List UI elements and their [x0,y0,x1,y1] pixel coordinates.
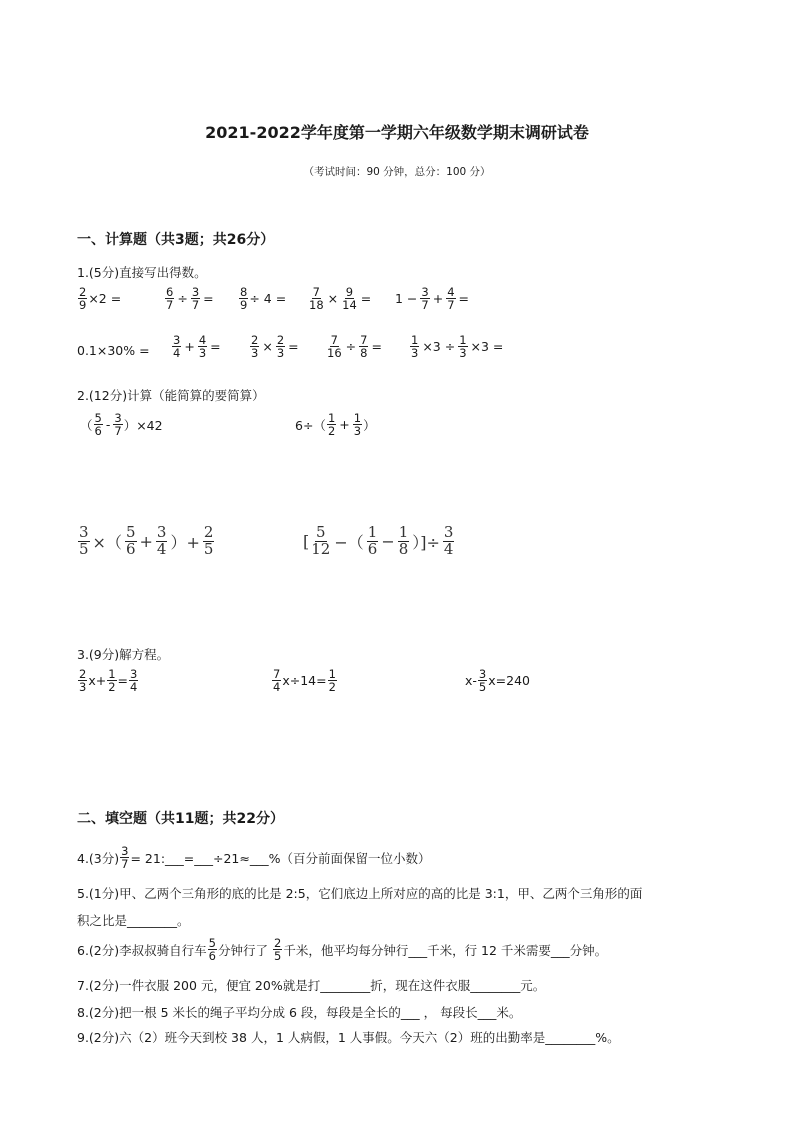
q2-expr-b: 6÷（ $\frac{1}{2}$ + $\frac{1}{3}$ ） [295,411,376,439]
question-9: 9.(2分)六（2）班今天到校 38 人，1 人病假，1 人事假。今天六（2）班的出勤率是________%。 [77,1030,620,1045]
q3-equation-a: $\frac{2}{3}$ x+ $\frac{1}{2}$ = $\frac{3}{4}$ [79,667,138,695]
q3-equation-b: $\frac{7}{4}$ x÷14= $\frac{1}{2}$ [273,667,336,695]
section-heading-fill-blank: 二、填空题（共11题；共22分） [77,811,284,827]
q1-expr-7: $\frac{3}{4}$ + $\frac{4}{3}$ = [173,333,221,361]
section-heading-calculation: 一、计算题（共3题；共26分） [77,232,275,248]
q3-equation-c: x- $\frac{3}{5}$ x=240 [465,667,530,695]
q2-expr-d: [ $\frac{5}{12}$ −（ $\frac{1}{6}$ − $\frac{1}{8}$ ）]÷ $\frac{3}{4}$ [303,523,454,558]
q1-expr-1: $\frac{2}{9}$ ×2 = [79,285,122,313]
page-title: 2021-2022学年度第一学期六年级数学期末调研试卷 [205,123,589,142]
q2-expr-c: $\frac{3}{5}$ ×（ $\frac{5}{6}$ + $\frac{3}{4}$ ）+ $\frac{2}{5}$ [79,523,214,558]
question-2-label: 2.(12分)计算（能简算的要简算） [77,388,265,403]
q1-expr-10: $\frac{1}{3}$ ×3 ÷ $\frac{1}{3}$ ×3 = [411,333,504,361]
q1-expr-9: $\frac{7}{16}$ ÷ $\frac{7}{8}$ = [327,333,382,361]
question-5-line-2: 积之比是________。 [77,913,190,928]
question-7: 7.(2分)一件衣服 200 元，便宜 20%就是打________折，现在这件衣服________元。 [77,978,546,993]
q1-expr-2: $\frac{6}{7}$ ÷ $\frac{3}{7}$ = [166,285,214,313]
q1-expr-4: $\frac{7}{18}$ × $\frac{9}{14}$ = [309,285,372,313]
question-1-label: 1.(5分)直接写出得数。 [77,265,207,280]
question-3-label: 3.(9分)解方程。 [77,647,170,662]
question-5-line-1: 5.(1分)甲、乙两个三角形的底的比是 2:5，它们底边上所对应的高的比是 3:1，甲、乙两个三角形的面 [77,886,643,901]
question-6: 6.(2分)李叔叔骑自行车 $\frac{5}{6}$ 分钟行了 $\frac{2}{5}$ 千米，他平均每分钟行___千米，行 12 千米需要___分钟。 [77,936,608,964]
q1-expr-6: 0.1×30% = [77,343,150,358]
q1-expr-5: 1 − $\frac{3}{7}$ + $\frac{4}{7}$ = [395,285,470,313]
question-4: 4.(3分) $\frac{3}{7}$ = 21:___=___÷21≈___%（百分前面保留一位小数） [77,844,431,872]
exam-info: （考试时间：90 分钟，总分：100 分） [303,166,491,178]
q1-expr-8: $\frac{2}{3}$ × $\frac{2}{3}$ = [251,333,299,361]
q1-expr-3: $\frac{8}{9}$ ÷ 4 = [240,285,287,313]
question-8: 8.(2分)把一根 5 米长的绳子平均分成 6 段，每段是全长的___ ， 每段长___米。 [77,1005,522,1020]
q2-expr-a: （ $\frac{5}{6}$ - $\frac{3}{7}$ ）×42 [80,411,163,439]
